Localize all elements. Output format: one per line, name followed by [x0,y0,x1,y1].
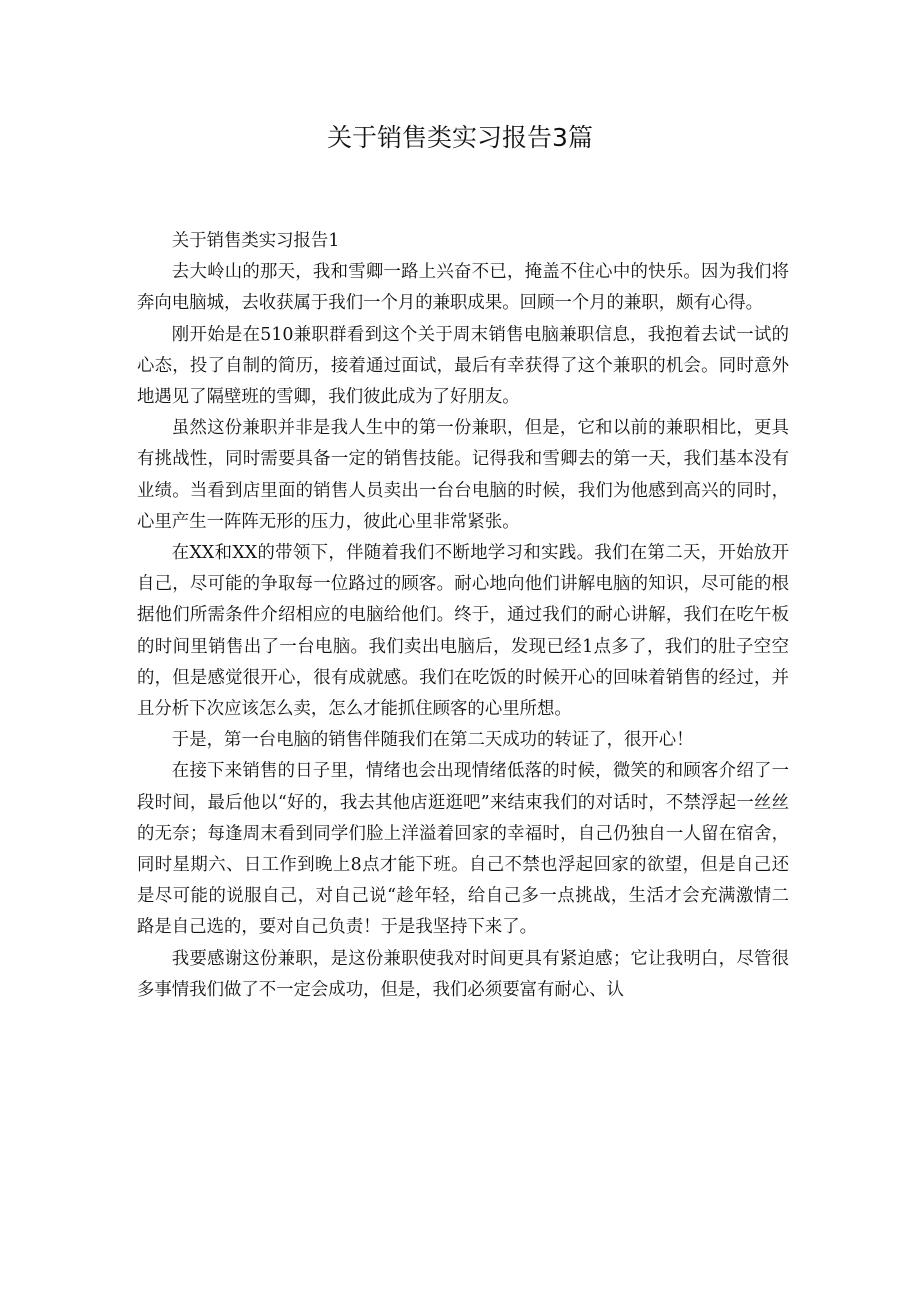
paragraph: 我要感谢这份兼职，是这份兼职使我对时间更具有紧迫感；它让我明白，尽管很多事情我们做了不一定会成功，但是，我们必须要富有耐心、认 [137,948,789,1000]
paragraph: 于是，第一台电脑的销售伴随我们在第二天成功的转证了，很开心！ [171,730,694,751]
paragraph: 刚开始是在510兼职群看到这个关于周末销售电脑兼职信息，我抱着去试一试的心态，投了自制的简历，接着通过面试，最后有幸获得了这个兼职的机会。同时意外地遇见了隔壁班的雪卿，我们彼此成为了好朋友。 [137,324,789,408]
paragraph: 虽然这份兼职并非是我人生中的第一份兼职，但是，它和以前的兼职相比，更具有挑战性，同时需要具备一定的销售技能。记得我和雪卿去的第一天，我们基本没有业绩。当看到店里面的销售人员卖出一台台电脑的时候，我们为他感到高兴的同时，心里产生一阵阵无形的压力，彼此心里非常紧张。 [137,418,789,532]
section-heading: 关于销售类实习报告1 [171,231,340,251]
paragraph: 在XX和XX的带领下，伴随着我们不断地学习和实践。我们在第二天，开始放开自己，尽可能的争取每一位路过的顾客。耐心地向他们讲解电脑的知识，尽可能的根据他们所需条件介绍相应的电脑给他们。终于，通过我们的耐心讲解，我们在吃午板的时间里销售出了一台电脑。我们卖出电脑后，发现已经1点多了，我们的肚子空空的，但是感觉很开心，很有成就感。我们在吃饭的时候开心的回味着销售的经过，并且分析下次应该怎么卖，怎么才能抓住顾客的心里所想。 [137,543,789,720]
paragraph: 去大岭山的那天，我和雪卿一路上兴奋不已，掩盖不住心中的快乐。因为我们将奔向电脑城，去收获属于我们一个月的兼职成果。回顾一个月的兼职，颇有心得。 [137,262,789,314]
document-title: 关于销售类实习报告3篇 [327,123,593,152]
paragraph: 在接下来销售的日子里，情绪也会出现情绪低落的时候，微笑的和顾客介绍了一段时间，最后他以“好的，我去其他店逛逛吧”来结束我们的对话时，不禁浮起一丝丝的无奈；每逢周末看到同学们脸上洋溢着回家的幸福时，自己仍独自一人留在宿舍，同时星期六、日工作到晚上8点才能下班。自己不禁也浮起回家的欲望，但是自己还是尽可能的说服自己，对自己说“趁年轻，给自己多一点挑战，生活才会充满激情二路是自己选的，要对自己负责！于是我坚持下来了。 [137,761,789,938]
document-body [137,226,789,1006]
